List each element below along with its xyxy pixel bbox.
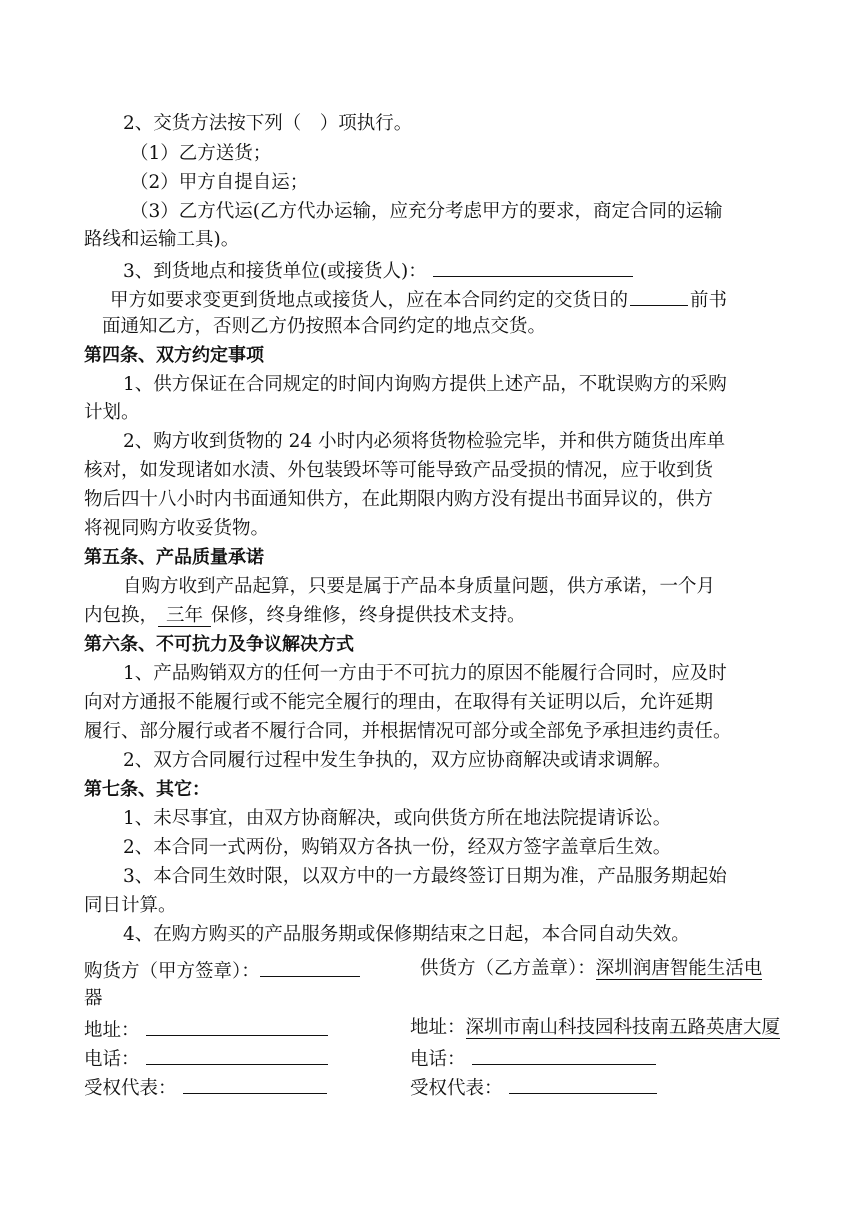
supplier-address-row <box>410 1014 780 1042</box>
option-1: （1）乙方送货； <box>130 143 272 164</box>
sec7-item3: 3、本合同生效时限，以双方中的一方最终签订日期为准，产品服务期起始 <box>123 866 727 887</box>
sec7-item2: 2、本合同一式两份，购销双方各执一份，经双方签字盖章后生效。 <box>123 837 672 858</box>
sec4-item1-cont: 计划。 <box>84 402 140 423</box>
buyer-rep-row <box>84 1072 327 1100</box>
sec4-item2-cont2: 物后四十八小时内书面通知供方，在此期限内购方没有提出书面异议的，供方 <box>84 489 714 510</box>
supplier-address: 深圳市南山科技园科技南五路英唐大厦 <box>465 1017 781 1038</box>
supplier-phone-label: 电话： <box>410 1049 466 1070</box>
sec7-item1: 1、未尽事宜，由双方协商解决，或向供货方所在地法院提请诉讼。 <box>123 808 672 829</box>
change-notice-line <box>110 284 727 312</box>
notice-days-blank <box>630 284 688 306</box>
buyer-signature-blank <box>260 955 360 977</box>
option-3: （3）乙方代运(乙方代办运输，应充分考虑甲方的要求，商定合同的运输 <box>130 201 723 222</box>
option-3-cont: 路线和运输工具)。 <box>84 229 240 250</box>
buyer-phone-label: 电话： <box>84 1049 140 1070</box>
sec6-item1-cont1: 向对方通报不能履行或不能完全履行的理由，在取得有关证明以后，允许延期 <box>84 692 714 713</box>
sec5-text: 自购方收到产品起算，只要是属于产品本身质量问题，供方承诺，一个月 <box>123 576 716 597</box>
supplier-name: 深圳润唐智能生活电 <box>595 958 763 979</box>
supplier-phone-blank <box>472 1043 656 1065</box>
sec6-item1-cont2: 履行、部分履行或者不履行合同，并根据情况可部分或全部免予承担违约责任。 <box>84 721 732 742</box>
supplier-rep-label: 受权代表： <box>410 1078 503 1099</box>
section-5-heading: 第五条、产品质量承诺 <box>84 547 264 568</box>
buyer-rep-blank <box>183 1072 327 1094</box>
warranty-period: 三年 <box>158 605 211 627</box>
section-7-heading: 第七条、其它： <box>84 779 210 800</box>
delivery-method-clause: 2、交货方法按下列（ ）项执行。 <box>123 113 413 134</box>
sec4-item1: 1、供方保证在合同规定的时间内询购方提供上述产品，不耽误购方的采购 <box>123 374 727 395</box>
sec6-item2: 2、双方合同履行过程中发生争执的，双方应协商解决或请求调解。 <box>123 750 672 771</box>
sec4-item2-cont1: 核对，如发现诸如水渍、外包装毁坏等可能导致产品受损的情况，应于收到货 <box>84 460 714 481</box>
buyer-address-blank <box>146 1014 328 1036</box>
sec4-item2: 2、购方收到货物的 24 小时内必须将货物检验完毕，并和供方随货出库单 <box>123 431 726 452</box>
sec5-text-cont <box>84 602 526 630</box>
supplier-name-cont: 器 <box>84 988 103 1009</box>
sec4-item2-cont3: 将视同购方收妥货物。 <box>84 518 270 539</box>
sec7-item4: 4、在购方购买的产品服务期或保修期结束之日起，本合同自动失效。 <box>123 924 690 945</box>
buyer-phone-blank <box>146 1043 328 1065</box>
supplier-label: 供货方（乙方盖章）： <box>420 958 596 979</box>
buyer-address-row <box>84 1014 328 1042</box>
buyer-rep-label: 受权代表： <box>84 1078 177 1099</box>
change-notice-cont: 面通知乙方，否则乙方仍按照本合同约定的地点交货。 <box>102 316 547 337</box>
section-6-heading: 第六条、不可抗力及争议解决方式 <box>84 634 354 655</box>
delivery-location-blank <box>433 255 633 277</box>
change-notice-text: 甲方如要求变更到货地点或接货人，应在本合同约定的交货日的 <box>110 290 629 311</box>
supplier-rep-blank <box>509 1072 657 1094</box>
supplier-signature-row <box>420 955 762 983</box>
supplier-address-label: 地址： <box>410 1017 466 1038</box>
buyer-address-label: 地址： <box>84 1020 140 1041</box>
sec6-item1: 1、产品购销双方的任何一方由于不可抗力的原因不能履行合同时，应及时 <box>123 663 727 684</box>
supplier-rep-row <box>410 1072 657 1100</box>
option-2: （2）甲方自提自运； <box>130 172 309 193</box>
sec5-suffix: 保修，终身维修，终身提供技术支持。 <box>211 605 526 626</box>
delivery-location-label: 3、到货地点和接货单位(或接货人)： <box>123 261 427 282</box>
section-4-heading: 第四条、双方约定事项 <box>84 345 264 366</box>
supplier-phone-row <box>410 1043 656 1071</box>
buyer-signature-row <box>84 955 360 983</box>
sec5-prefix: 内包换， <box>84 605 159 626</box>
buyer-label: 购货方（甲方签章）： <box>84 961 260 982</box>
buyer-phone-row <box>84 1043 328 1071</box>
sec7-item3-cont: 同日计算。 <box>84 895 177 916</box>
change-notice-text-end: 前书 <box>690 290 728 311</box>
delivery-location-clause <box>123 255 633 283</box>
